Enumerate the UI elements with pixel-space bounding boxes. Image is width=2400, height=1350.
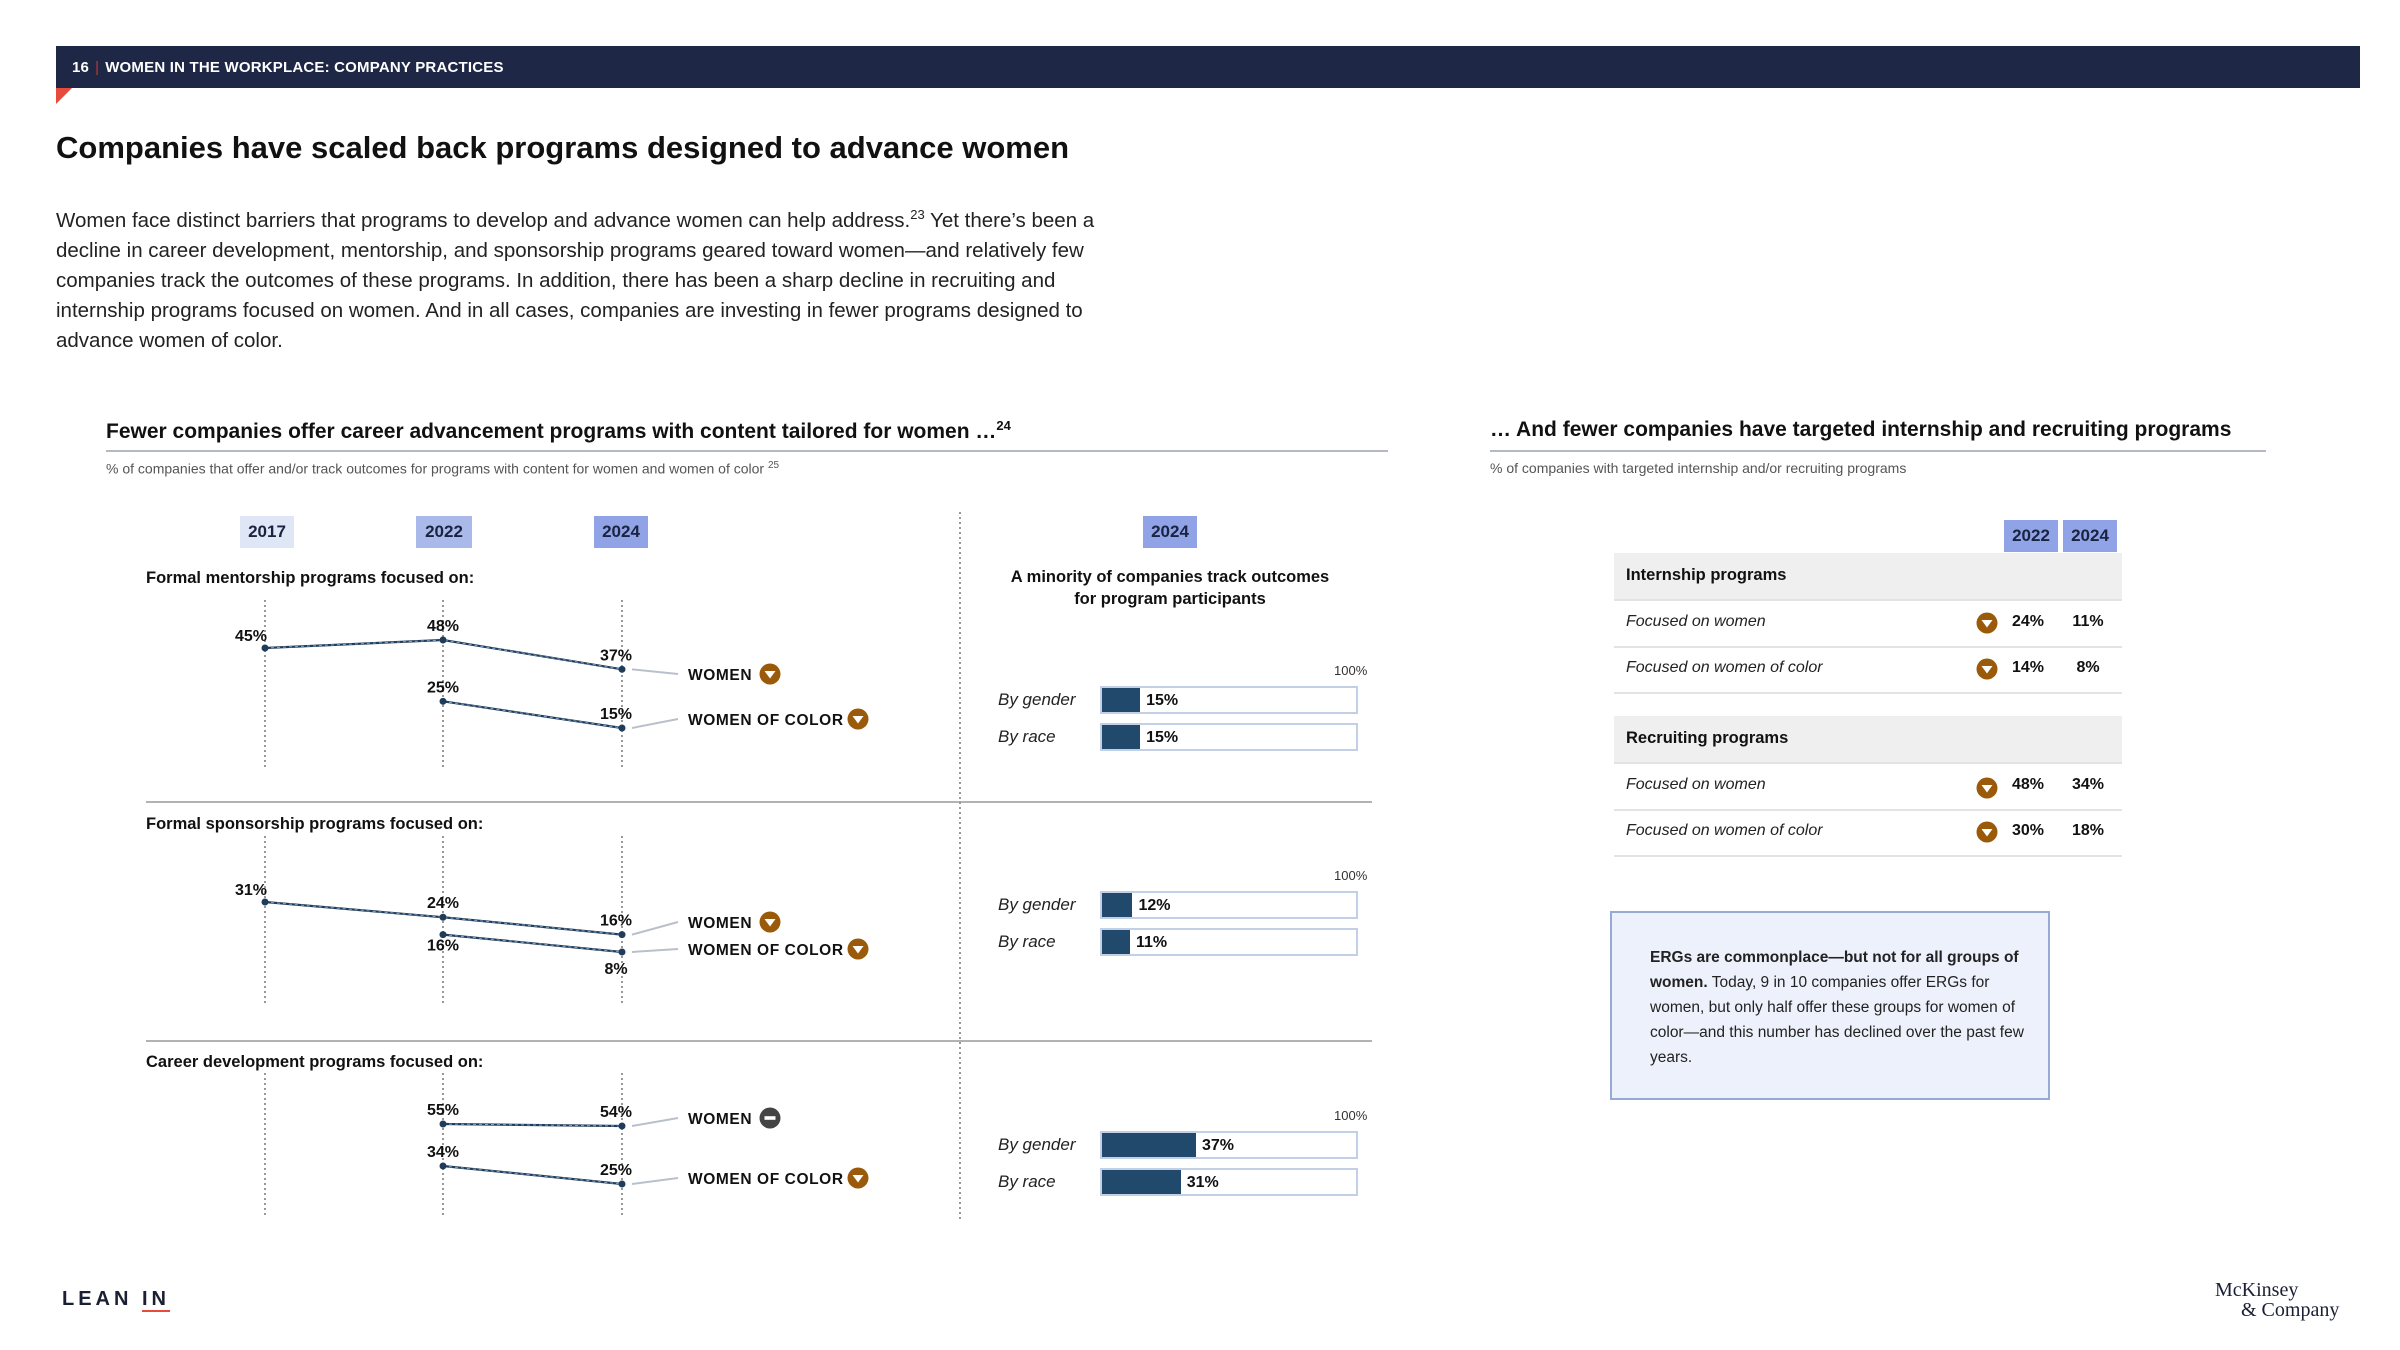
by-race-label: By race: [998, 727, 1056, 746]
series-label: WOMEN OF COLOR: [688, 942, 844, 959]
icon-mark: [765, 1116, 776, 1120]
by-gender-label: By gender: [998, 895, 1076, 914]
by-race-label: By race: [998, 1172, 1056, 1191]
bar-track: [1100, 891, 1358, 919]
data-label: 8%: [604, 961, 628, 978]
intro-paragraph: Women face distinct barriers that programs to develop and advance women can help address.$^{23}$ Yet there’s been a decline in career development, mentorship, and sponsorship programs geared toward women—and relatively few companies track the outcomes of these programs. In addition, there has been a sharp decline in recruiting and internship programs focused on women. And in all cases, companies are investing in fewer programs designed to advance women of color.: [56, 207, 1095, 352]
value-2022: 30%: [2011, 822, 2045, 839]
hundred-percent-label: 100%: [1334, 663, 1368, 678]
value-2022: 14%: [2011, 659, 2045, 676]
data-point: [262, 899, 269, 906]
series-label: WOMEN: [688, 915, 753, 932]
data-label: 25%: [599, 1162, 633, 1179]
lean-in-logo: LEAN IN: [62, 1288, 170, 1310]
footnote-ref: 24: [996, 418, 1011, 433]
data-point: [619, 931, 626, 938]
data-label: 25%: [426, 679, 460, 697]
series-line-highlight: [265, 640, 622, 669]
data-point: [440, 914, 447, 921]
data-point: [262, 645, 269, 652]
table-row: [1614, 646, 2122, 694]
outcome-bar-mentorship-gender: [1102, 688, 1140, 712]
decrease-icon: [760, 664, 781, 685]
decrease-icon: [1976, 777, 1998, 799]
by-race-label: By race: [998, 932, 1056, 951]
right-section-rule: [1490, 450, 2266, 452]
year-chip-2022: 2022: [416, 516, 472, 548]
series-label: WOMEN: [688, 1111, 753, 1128]
hundred-percent-label: 100%: [1334, 1108, 1368, 1123]
outcome-bar-career-gender: [1102, 1133, 1196, 1157]
data-label: 15%: [599, 706, 633, 723]
outcome-bar-value: 11%: [1135, 934, 1168, 951]
outcome-bar-mentorship-race: [1102, 725, 1140, 749]
no-change-icon: [760, 1108, 781, 1129]
mckinsey-logo: McKinsey & Company: [2215, 1279, 2340, 1321]
erg-callout: [1610, 911, 2050, 1100]
year-chip-2017: 2017: [240, 516, 294, 548]
group-title-internship: Internship programs: [1626, 566, 1787, 584]
value-2022: 48%: [2011, 776, 2045, 793]
data-point: [619, 1123, 626, 1130]
data-label: 55%: [426, 1102, 460, 1119]
outcome-bar-sponsorship-gender: [1102, 893, 1132, 917]
decrease-icon: [1976, 658, 1998, 680]
left-section-subtitle: % of companies that offer and/or track outcomes for programs with content for women and women of color $^{25}$: [106, 460, 780, 477]
data-point: [440, 1163, 447, 1170]
year-chip-track-2024: 2024: [1143, 516, 1197, 548]
data-label: 16%: [426, 937, 460, 955]
right-section-title: … And fewer companies have targeted internship and recruiting programs: [1490, 418, 2232, 441]
footnote-ref: 25: [767, 460, 780, 471]
series-leader-line: [632, 1118, 678, 1126]
data-point: [440, 637, 447, 644]
value-2024: 8%: [2076, 659, 2100, 676]
value-2022: 24%: [2011, 613, 2045, 630]
data-label: 16%: [599, 912, 633, 930]
track-heading: A minority of companies track outcomes for program participants: [1010, 568, 1330, 608]
series-leader-line: [632, 949, 678, 952]
bar-track: [1100, 1168, 1358, 1196]
bar-track: [1100, 928, 1358, 956]
row-label: Focused on women: [1626, 776, 1766, 793]
header-text: 16 | WOMEN IN THE WORKPLACE: COMPANY PRACTICES: [72, 59, 504, 76]
series-label: WOMEN: [688, 667, 753, 684]
decrease-icon: [848, 939, 869, 960]
outcome-bar-career-race: [1102, 1170, 1181, 1194]
value-2024: 34%: [2071, 776, 2105, 793]
row-label: Focused on women of color: [1626, 659, 1823, 676]
hundred-percent-label: 100%: [1334, 868, 1368, 883]
decrease-icon: [848, 709, 869, 730]
table-row: [1614, 600, 2122, 648]
bar-track: [1100, 723, 1358, 751]
data-label: 34%: [426, 1144, 460, 1161]
decrease-icon: [1976, 821, 1998, 843]
panel-title-sponsorship: Formal sponsorship programs focused on:: [146, 815, 484, 833]
outcome-bar-value: 37%: [1201, 1137, 1234, 1154]
panel-title-mentorship: Formal mentorship programs focused on:: [146, 569, 475, 587]
by-gender-label: By gender: [998, 1135, 1076, 1154]
table-group-header: [1614, 553, 2122, 601]
outcome-bar-value: 15%: [1146, 692, 1179, 709]
by-gender-label: By gender: [998, 690, 1076, 709]
series-leader-line: [632, 719, 678, 728]
data-label: 37%: [599, 647, 633, 665]
page-title: Companies have scaled back programs designed to advance women: [56, 130, 1070, 165]
data-label: 31%: [234, 882, 268, 899]
footnote-ref: 23: [910, 207, 925, 222]
series-leader-line: [632, 922, 678, 935]
data-label: 54%: [599, 1104, 633, 1121]
outcome-bar-value: 12%: [1138, 897, 1171, 914]
data-point: [619, 1181, 626, 1188]
panel-title-career: Career development programs focused on:: [146, 1053, 484, 1071]
data-point: [440, 1121, 447, 1128]
table-year-chip-2024: 2024: [2063, 520, 2117, 552]
left-section-title: Fewer companies offer career advancement programs with content tailored for women …$^{24}$: [106, 418, 1011, 443]
bar-track: [1100, 1131, 1358, 1159]
data-label: 48%: [426, 618, 460, 635]
decrease-icon: [760, 912, 781, 933]
callout-text: ERGs are commonplace—but not for all groups of women. Today, 9 in 10 companies offer ERGs for women, but only half offer these groups for women of color—and this number has declined over the past few years.: [1650, 949, 2024, 1066]
table-row: [1614, 809, 2122, 857]
right-section-subtitle: % of companies with targeted internship and/or recruiting programs: [1490, 460, 1907, 476]
series-label: WOMEN OF COLOR: [688, 1171, 844, 1188]
series-label: WOMEN OF COLOR: [688, 712, 844, 729]
table-group-header: [1614, 716, 2122, 764]
page-number: 16: [72, 59, 90, 76]
data-label: 45%: [234, 628, 268, 645]
decrease-icon: [848, 1168, 869, 1189]
series-line-women: [265, 640, 622, 669]
decrease-icon: [1976, 612, 1998, 634]
outcome-bar-sponsorship-race: [1102, 930, 1130, 954]
data-label: 24%: [426, 895, 460, 913]
row-label: Focused on women: [1626, 613, 1766, 630]
outcome-bar-value: 15%: [1146, 729, 1179, 746]
year-chip-2024: 2024: [594, 516, 648, 548]
data-point: [619, 666, 626, 673]
row-label: Focused on women of color: [1626, 822, 1823, 839]
outcome-bar-value: 31%: [1186, 1174, 1219, 1191]
series-leader-line: [632, 1178, 678, 1184]
table-year-chip-2022: 2022: [2004, 520, 2058, 552]
group-title-recruiting: Recruiting programs: [1626, 729, 1789, 747]
data-point: [619, 949, 626, 956]
data-point: [440, 698, 447, 705]
value-2024: 18%: [2071, 822, 2105, 839]
data-point: [619, 725, 626, 732]
value-2024: 11%: [2072, 613, 2104, 630]
series-leader-line: [632, 669, 678, 674]
bar-track: [1100, 686, 1358, 714]
table-row: [1614, 763, 2122, 811]
section-name: WOMEN IN THE WORKPLACE: COMPANY PRACTICES: [105, 59, 504, 76]
